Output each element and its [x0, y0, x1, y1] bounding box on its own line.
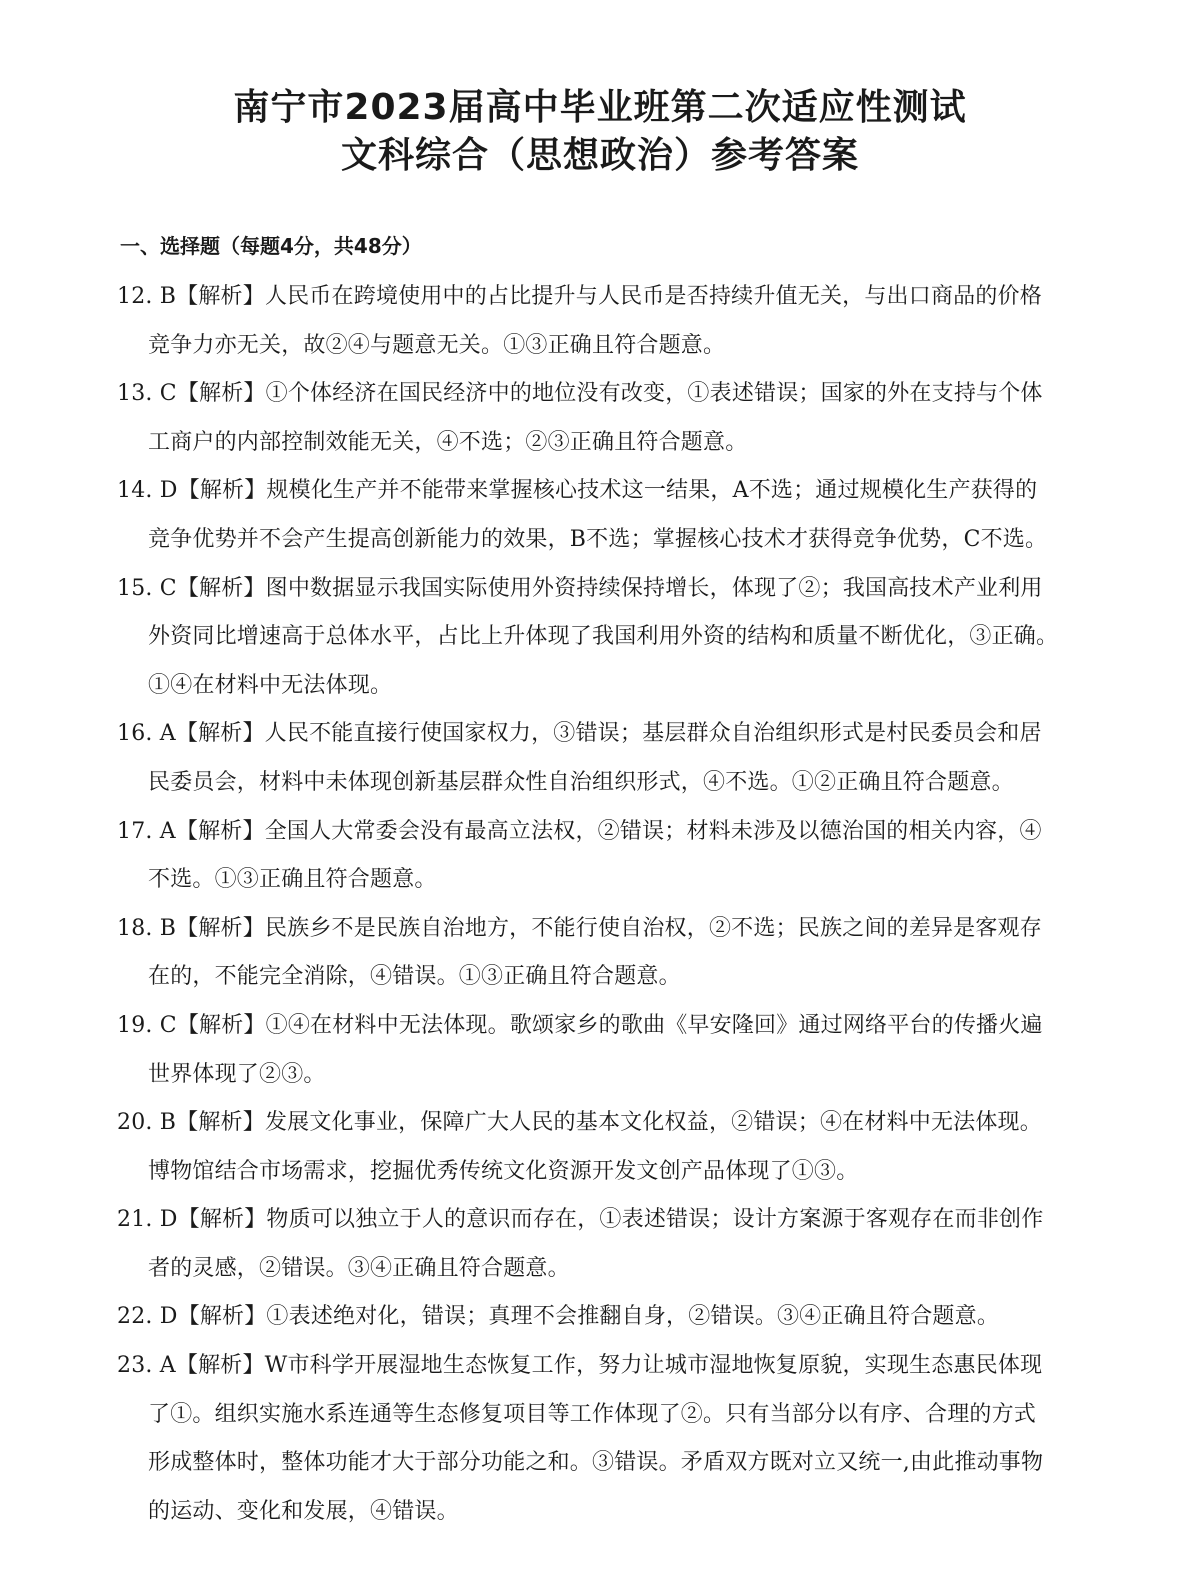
- answer-line: 民委员会，材料中未体现创新基层群众性自治组织形式，④不选。①②正确且符合题意。: [148, 769, 1014, 795]
- document-title: 南宁市2023届高中毕业班第二次适应性测试: [233, 87, 967, 128]
- answer-line: 12. B【解析】人民币在跨境使用中的占比提升与人民币是否持续升值无关，与出口商品的价格: [117, 284, 1042, 309]
- answer-line: 17. A【解析】全国人大常委会没有最高立法权，②错误；材料未涉及以德治国的相关内容，④: [117, 818, 1042, 844]
- answer-item-12: [117, 279, 1107, 376]
- answer-line: 世界体现了②③。: [148, 1061, 326, 1087]
- answer-line: 18. B【解析】民族乡不是民族自治地方，不能行使自治权，②不选；民族之间的差异是客观存: [117, 915, 1042, 941]
- answer-line: 20. B【解析】发展文化事业，保障广大人民的基本文化权益，②错误；④在材料中无法体现。: [117, 1110, 1042, 1136]
- answer-list: [117, 279, 1107, 1542]
- section-heading-multiple-choice: 一、选择题（每题4分，共48分）: [120, 234, 422, 258]
- answer-line: 19. C【解析】①④在材料中无法体现。歌颂家乡的歌曲《早安隆回》通过网络平台的传播火遍: [117, 1012, 1043, 1038]
- answer-line: 博物馆结合市场需求，挖掘优秀传统文化资源开发文创产品体现了①③。: [148, 1158, 859, 1184]
- answer-item-16: [117, 716, 1107, 813]
- answer-item-13: [117, 376, 1107, 473]
- answer-line: 者的灵感，②错误。③④正确且符合题意。: [148, 1255, 570, 1281]
- answer-line: 13. C【解析】①个体经济在国民经济中的地位没有改变，①表述错误；国家的外在支持与个体: [117, 381, 1043, 407]
- answer-item-19: [117, 1008, 1107, 1105]
- answer-item-15: [117, 571, 1107, 717]
- answer-line: 在的，不能完全消除，④错误。①③正确且符合题意。: [148, 964, 681, 990]
- answer-line: 竞争优势并不会产生提高创新能力的效果，B不选；掌握核心技术才获得竞争优势，C不选。: [148, 526, 1048, 552]
- answer-line: 15. C【解析】图中数据显示我国实际使用外资持续保持增长，体现了②；我国高技术产业利用: [117, 575, 1043, 601]
- document-subtitle: 文科综合（思想政治）参考答案: [340, 135, 859, 176]
- answer-item-17: [117, 814, 1107, 911]
- answer-line: ①④在材料中无法体现。: [148, 672, 393, 698]
- answer-line: 21. D【解析】物质可以独立于人的意识而存在，①表述错误；设计方案源于客观存在而非创作: [117, 1207, 1044, 1233]
- answer-line: 14. D【解析】规模化生产并不能带来掌握核心技术这一结果，A不选；通过规模化生产获得的: [117, 478, 1038, 504]
- answer-line: 竞争力亦无关，故②④与题意无关。①③正确且符合题意。: [148, 332, 726, 358]
- answer-line: 外资同比增速高于总体水平，占比上升体现了我国利用外资的结构和质量不断优化，③正确。: [148, 624, 1059, 650]
- answer-line: 了①。组织实施水系连通等生态修复项目等工作体现了②。只有当部分以有序、合理的方式: [148, 1401, 1037, 1427]
- answer-item-18: [117, 911, 1107, 1008]
- answer-line: 工商户的内部控制效能无关，④不选；②③正确且符合题意。: [148, 429, 748, 455]
- answer-line: 22. D【解析】①表述绝对化，错误；真理不会推翻自身，②错误。③④正确且符合题意。: [117, 1304, 1000, 1330]
- answer-item-22: [117, 1299, 1107, 1348]
- answer-item-20: [117, 1105, 1107, 1202]
- answer-line: 的运动、变化和发展，④错误。: [148, 1498, 459, 1524]
- answer-line: 16. A【解析】人民不能直接行使国家权力，③错误；基层群众自治组织形式是村民委员会和居: [117, 721, 1042, 747]
- answer-line: 23. A【解析】W市科学开展湿地生态恢复工作，努力让城市湿地恢复原貌，实现生态惠民体现: [117, 1353, 1043, 1379]
- answer-item-21: [117, 1202, 1107, 1299]
- answer-item-14: [117, 473, 1107, 570]
- answer-line: 不选。①③正确且符合题意。: [148, 867, 437, 893]
- answer-line: 形成整体时，整体功能才大于部分功能之和。③错误。矛盾双方既对立又统一,由此推动事物: [148, 1450, 1044, 1476]
- answer-item-23: [117, 1348, 1107, 1542]
